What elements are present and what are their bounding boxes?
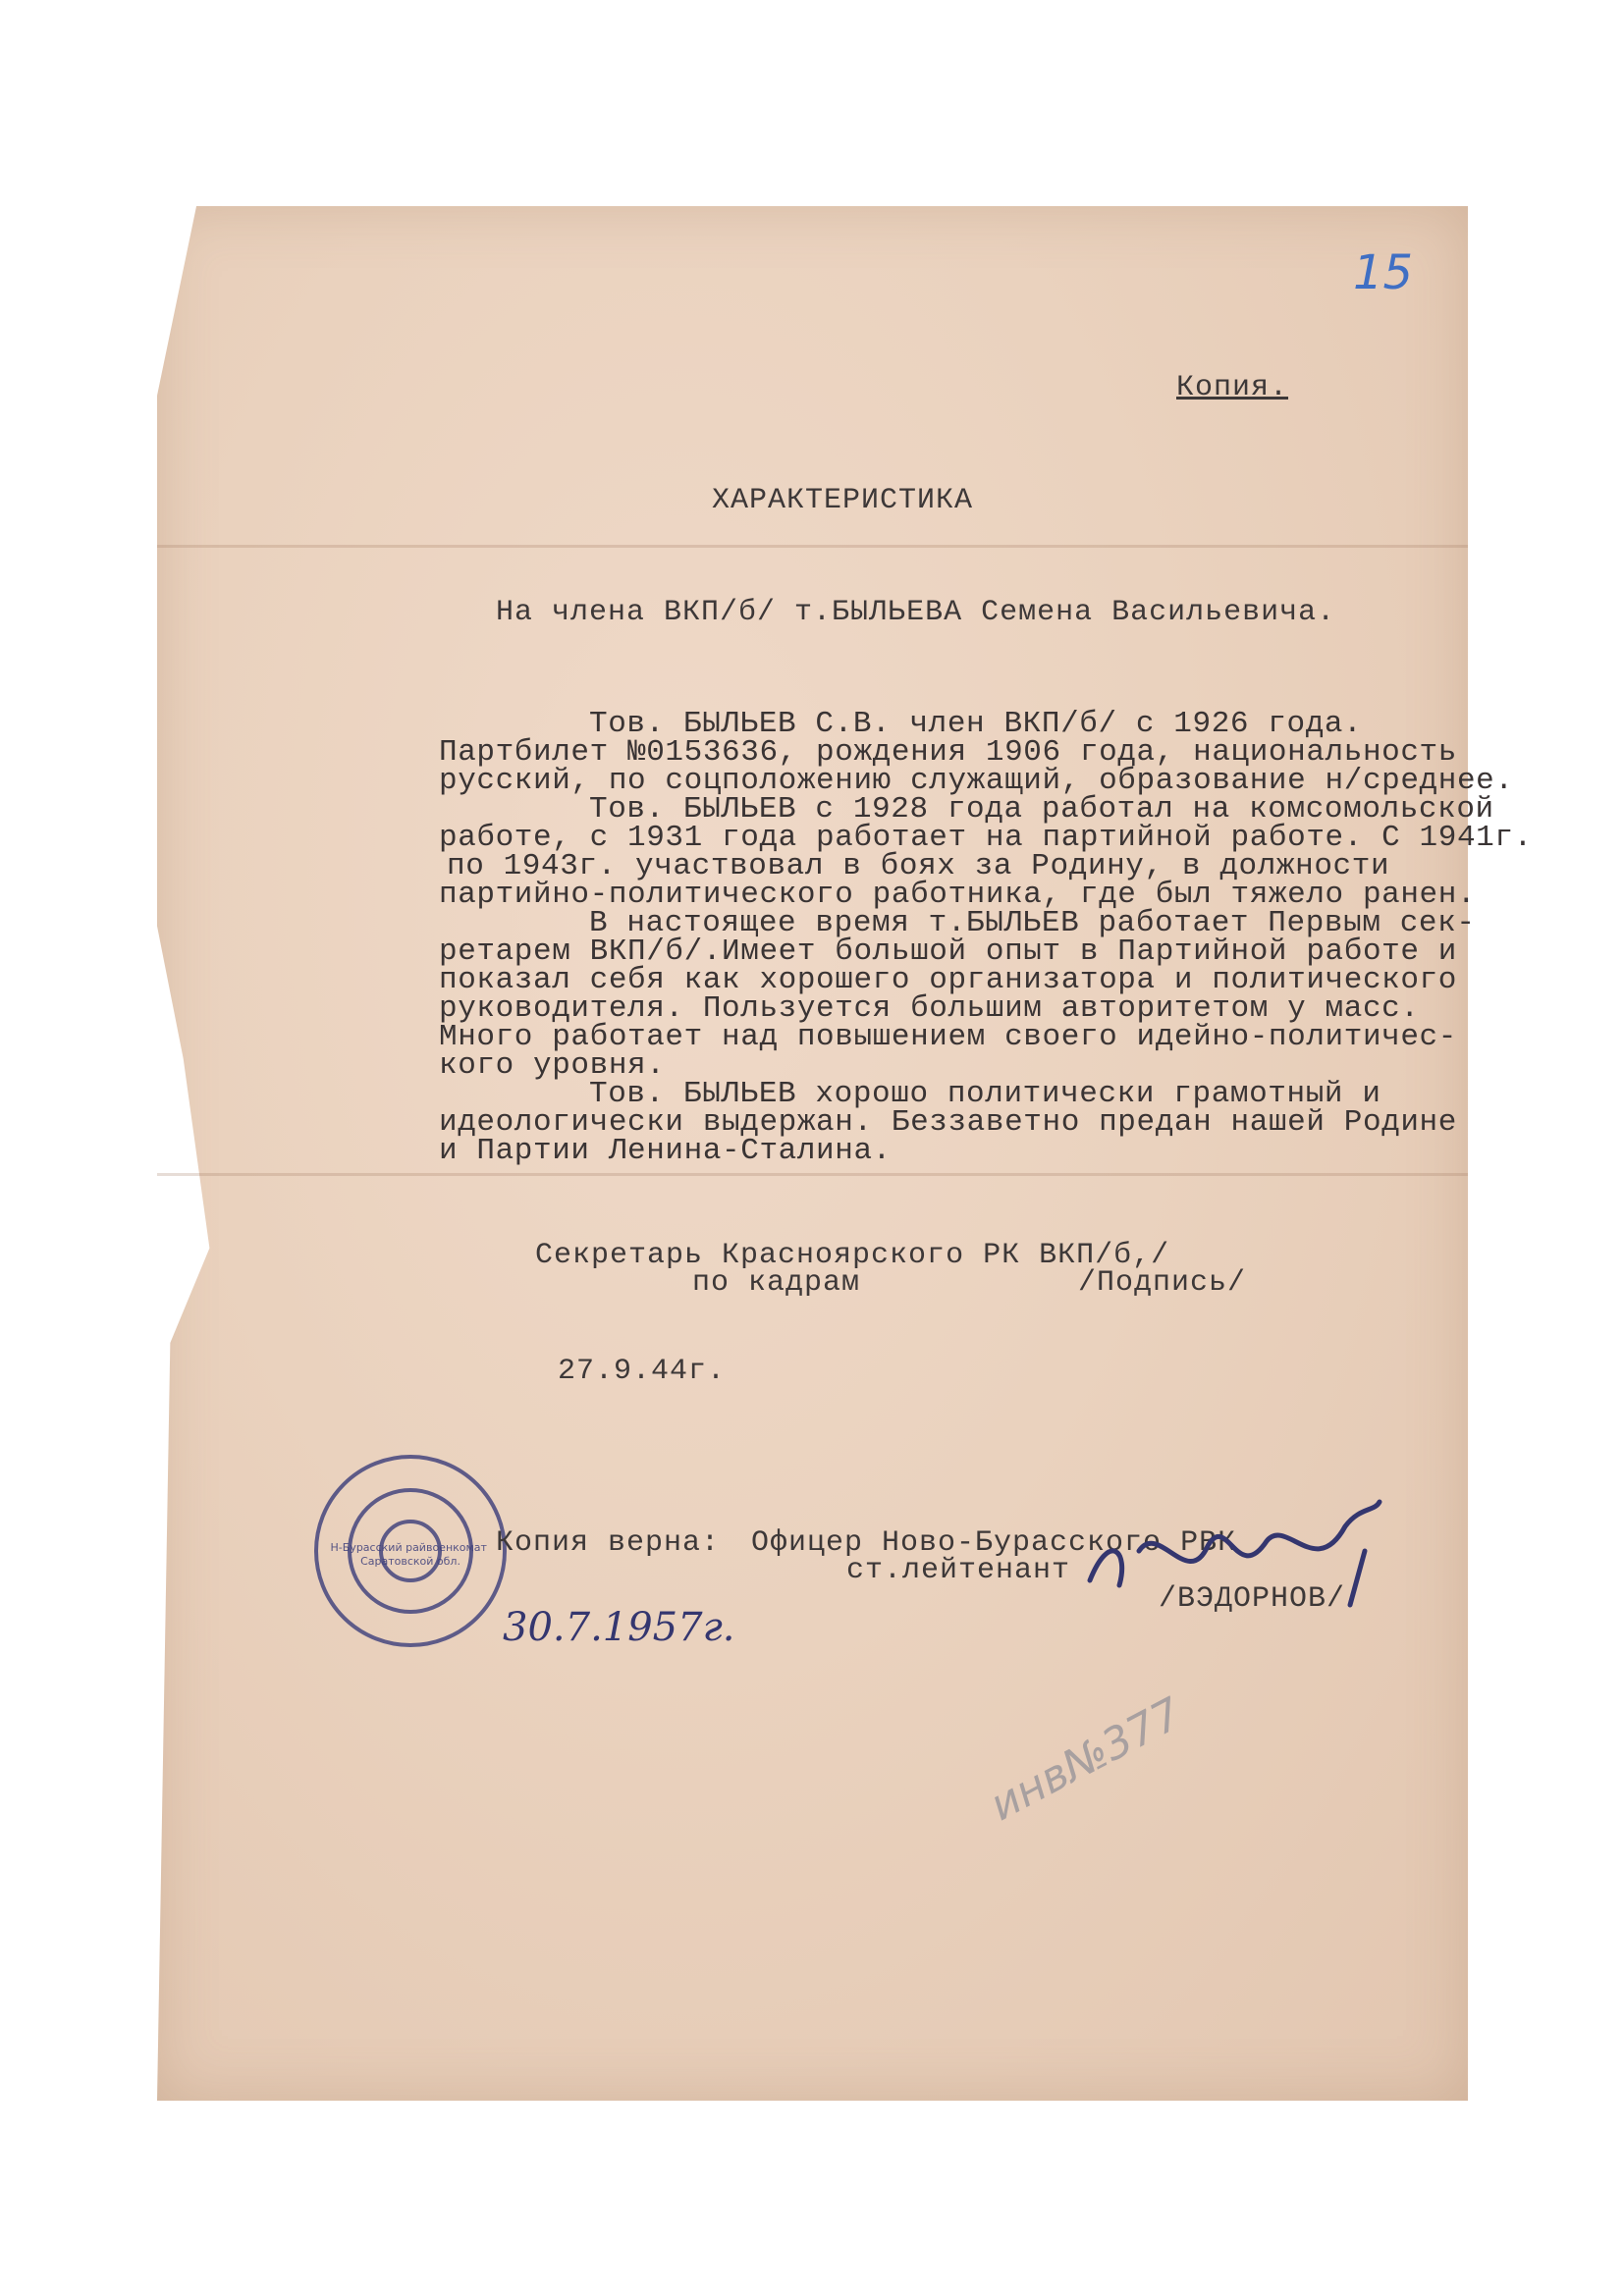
body-line: и Партии Ленина-Сталина. (439, 1134, 892, 1168)
body-line: показал себя как хорошего организатора и политического (439, 963, 1457, 997)
certification-label: Копия верна: (496, 1526, 721, 1560)
body-line: Тов. БЫЛЬЕВ с 1928 года работал на комсомольской (589, 792, 1494, 827)
document-title: ХАРАКТЕРИСТИКА (712, 484, 974, 517)
certification-name: /ВЭДОРНОВ/ (1159, 1582, 1346, 1616)
military-commissariat-stamp (312, 1453, 509, 1649)
signature-title: Секретарь Красноярского РК ВКП/б,/ (535, 1239, 1170, 1272)
pencil-inventory-note: инв№377 (982, 1687, 1191, 1832)
body-line: идеологически выдержан. Беззаветно предан нашей Родине (439, 1105, 1457, 1140)
body-line: по 1943г. участвовал в боях за Родину, в должности (447, 849, 1390, 883)
stamp-text: Н-Бурасский райвоенкомат Саратовской обл. (330, 1541, 487, 1568)
body-line: Тов. БЫЛЬЕВ хорошо политически грамотный и (589, 1077, 1381, 1111)
certification-rank: ст.лейтенант (846, 1554, 1071, 1587)
body-line: В настоящее время т.БЫЛЬЕВ работает Первым сек- (589, 906, 1476, 940)
body-line: ретарем ВКП/б/.Имеет большой опыт в Партийной работе и (439, 934, 1457, 969)
body-line: Тов. БЫЛЬЕВ С.В. член ВКП/б/ с 1926 года. (589, 707, 1363, 741)
paper-crease (157, 545, 1468, 548)
copy-mark: Копия. (1176, 371, 1289, 404)
signature-placeholder: /Подпись/ (1078, 1266, 1247, 1300)
body-line: руководителя. Пользуется большим авторитетом у масс. (439, 991, 1420, 1026)
paper-crease (157, 1173, 1468, 1176)
document-subject: На члена ВКП/б/ т.БЫЛЬЕВА Семена Васильевича. (496, 596, 1336, 629)
body-line: Партбилет №0153636, рождения 1906 года, национальность (439, 735, 1457, 770)
handwritten-signature (1080, 1492, 1394, 1610)
body-line: партийно-политического работника, где был тяжело ранен. (439, 878, 1477, 912)
document-date: 27.9.44г. (558, 1355, 727, 1388)
body-line: работе, с 1931 года работает на партийной работе. С 1941г. (439, 821, 1533, 855)
handwritten-certification-date: 30.7.1957г. (503, 1605, 735, 1650)
certification-officer: Офицер Ново-Бурасского РВК (751, 1526, 1237, 1560)
body-line: русский, по соцположению служащий, образование н/среднее. (439, 764, 1514, 798)
signature-department: по кадрам (692, 1266, 861, 1300)
body-line: Много работает над повышением своего идейно-политичес- (439, 1020, 1457, 1054)
page-number: 15 (1353, 245, 1414, 300)
body-line: кого уровня. (439, 1048, 666, 1083)
